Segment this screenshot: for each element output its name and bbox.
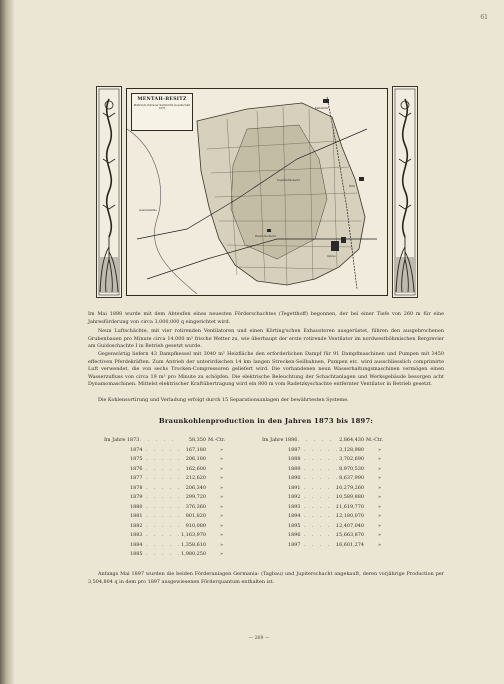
- paragraph-sorting: Die Kohlensortirung und Verladung erfolgt durch 15 Separationsanlagen der bewährtesten Systeme.: [98, 397, 349, 403]
- production-value: 206,340: [185, 484, 206, 491]
- leader-dots: . . . . .: [146, 551, 182, 557]
- leader-dots: . . . . .: [304, 513, 340, 519]
- ornament-panel-right: [392, 86, 418, 298]
- ditto-mark: »: [220, 532, 223, 538]
- production-year: 1874: [130, 446, 143, 453]
- map-label: Brüx: [349, 185, 356, 188]
- production-column-left: [104, 437, 269, 561]
- production-value: 299,720: [185, 494, 206, 500]
- production-row: [262, 504, 427, 514]
- production-year: 1892: [288, 494, 301, 500]
- production-year: 1885: [130, 551, 143, 557]
- production-year: 1884: [130, 541, 143, 548]
- production-table-title: Braunkohlenproduction in den Jahren 1873 bis 1897:: [158, 417, 374, 425]
- ditto-mark: »: [378, 484, 381, 491]
- production-value: 10,279,260: [335, 484, 364, 491]
- leader-dots: . . . . .: [304, 484, 340, 491]
- ditto-mark: »: [378, 475, 381, 481]
- production-row: [262, 456, 427, 466]
- production-year: 1888: [288, 456, 301, 462]
- production-year: 1876: [130, 465, 143, 472]
- map-figure: [96, 86, 418, 298]
- leader-dots: . . . . .: [304, 446, 340, 453]
- production-value: 1,358,610: [181, 541, 206, 548]
- production-row: [104, 494, 269, 504]
- book-page: [14, 0, 504, 684]
- leader-dots: . . . . .: [146, 532, 182, 538]
- production-value: 801,820: [185, 513, 206, 519]
- production-row: [262, 532, 427, 542]
- production-row: [104, 485, 269, 495]
- production-year: 1889: [288, 465, 301, 472]
- production-row: [262, 523, 427, 533]
- production-row: [262, 494, 427, 504]
- production-year: Im Jahre 1873: [104, 437, 140, 443]
- leader-dots: . . . . .: [304, 475, 340, 481]
- production-year: 1883: [130, 532, 143, 538]
- production-row: [104, 504, 269, 514]
- paragraph-machinery: Gegenwärtig liefern 43 Dampfkessel mit 3040 m² Heizfläche den erforderlichen Dampf für 91 Dampfmaschinen und Pumpen mit 3450 effectiven Pferdekräften. Zum Antrieb der unterirdischen 14 km langen Strecken-Seilbahnen, Pumpen etc. wird ausschliesslich comprimirte Luft verwendet, die von sechs Trocken-Compressoren geliefert wird. Die vorhandenen neun Wasserhaltungsmaschinen vermögen einen Wasserzufluss von circa 19 m³ pro Minute zu schöpfen. Die elektrische Beleuchtung der Schachtanlagen und Werksgebäude besorgen acht Dynamomaschinen. Mittelst elektrischer Kraftübertragung wird ein 800 m vom Radetzkyschachte entfernter Ventilator in Betrieb gesetzt.: [88, 351, 444, 388]
- production-year: 1877: [130, 475, 143, 481]
- production-row: [104, 456, 269, 466]
- production-year: 1896: [288, 532, 301, 538]
- production-year: 1894: [288, 513, 301, 519]
- paragraph-intro: Im Mai 1898 wurde mit dem Abteufen eines neuesten Förderschachtes (Tegetthoff) begonnen, der bei einer Tiefe von 260 m für eine Jahresförderung von circa 3,000,000 q eingerichtet wird.: [88, 311, 444, 325]
- production-row: [104, 513, 269, 523]
- leader-dots: . . . . .: [146, 475, 182, 481]
- book-gutter: [0, 0, 14, 684]
- ditto-mark: »: [378, 522, 381, 529]
- production-value: 206,180: [185, 456, 206, 462]
- production-row: [104, 466, 269, 476]
- ditto-mark: »: [220, 522, 223, 529]
- production-unit: M.-Ctr.: [208, 437, 226, 443]
- production-row: [104, 532, 269, 542]
- production-row: [262, 513, 427, 523]
- leader-dots: . . . . .: [298, 437, 334, 443]
- production-year: 1897: [288, 541, 301, 548]
- production-value: 1,980,250: [181, 551, 206, 557]
- leader-dots: . . . . .: [304, 532, 340, 538]
- production-row: [262, 542, 427, 552]
- production-year: 1895: [288, 522, 301, 529]
- production-value: 3,128,980: [339, 446, 364, 453]
- ditto-mark: »: [378, 503, 381, 510]
- leader-dots: . . . . .: [146, 484, 182, 491]
- production-row: [104, 437, 269, 447]
- production-row: [262, 485, 427, 495]
- production-value: 8,637,990: [339, 475, 364, 481]
- ditto-mark: »: [378, 513, 381, 519]
- production-year: 1891: [288, 484, 301, 491]
- production-value: 2,864,430: [339, 437, 364, 443]
- production-row: [262, 447, 427, 457]
- production-year: 1881: [130, 513, 143, 519]
- production-year: 1882: [130, 522, 143, 529]
- ditto-mark: »: [378, 465, 381, 472]
- leader-dots: . . . . .: [146, 456, 182, 462]
- map-subtitle: Mährisch-Ostrauer Karlshütte Gesellschaft 1875: [133, 104, 191, 110]
- production-value: 167,180: [185, 446, 206, 453]
- production-row: [104, 551, 269, 561]
- ditto-mark: »: [378, 532, 381, 538]
- production-value: 8,970,530: [339, 465, 364, 472]
- production-value: 11,619,770: [335, 503, 364, 510]
- mine-property-map: [126, 88, 388, 296]
- ditto-mark: »: [378, 456, 381, 462]
- ditto-mark: »: [220, 475, 223, 481]
- production-value: 10,589,880: [335, 494, 364, 500]
- production-column-right: [262, 437, 427, 551]
- production-row: [262, 437, 427, 447]
- ditto-mark: »: [220, 551, 223, 557]
- page-footer: — 269 —: [248, 636, 270, 641]
- map-label: Tegetthoffschacht: [277, 179, 300, 182]
- production-value: 1,163,970: [181, 532, 206, 538]
- production-row: [262, 475, 427, 485]
- map-label: Heinrichschacht: [255, 235, 276, 238]
- map-title: MENTAH-BESITZ: [137, 97, 187, 102]
- map-label: Karlshütte: [315, 107, 329, 110]
- ditto-mark: »: [220, 513, 223, 519]
- ditto-mark: »: [378, 494, 381, 500]
- map-label: Quarzelmühle: [139, 209, 157, 212]
- leader-dots: . . . . .: [304, 456, 340, 462]
- production-unit: M.-Ctr.: [366, 437, 384, 443]
- production-year: 1890: [288, 475, 301, 481]
- production-row: [104, 523, 269, 533]
- production-row: [262, 466, 427, 476]
- map-cartouche: [131, 93, 193, 131]
- leader-dots: . . . . .: [146, 513, 182, 519]
- production-year: 1878: [130, 484, 143, 491]
- production-row: [104, 542, 269, 552]
- production-row: [104, 447, 269, 457]
- ditto-mark: »: [220, 484, 223, 491]
- ditto-mark: »: [220, 465, 223, 472]
- leader-dots: . . . . .: [304, 503, 340, 510]
- paragraph-ventilation: Neun Luftschächte, mit vier rotirenden Ventilatoren und einen Körting'schen Exhaustoren ausgerüstet, führen den ausgebrochenen Grubenbauen pro Minute circa 14,000 m³ frische Wetter zu, wie überhaupt der erste rotirende Ventilator im nordwestböhmischen Bergrevier am Guidoschachte I in Betrieb gesetzt wurde.: [88, 328, 444, 350]
- leader-dots: . . . . .: [146, 522, 182, 529]
- production-value: 16,601,274: [335, 541, 364, 548]
- production-value: 12,407,040: [335, 522, 364, 529]
- leader-dots: . . . . .: [146, 541, 182, 548]
- ditto-mark: »: [220, 494, 223, 500]
- production-value: 376,360: [185, 503, 206, 510]
- leader-dots: . . . . .: [146, 446, 182, 453]
- leader-dots: . . . . .: [304, 541, 340, 548]
- leader-dots: . . . . .: [146, 465, 182, 472]
- production-year: 1887: [288, 446, 301, 453]
- production-value: 12,180,070: [335, 513, 364, 519]
- leader-dots: . . . . .: [304, 465, 340, 472]
- production-year: Im Jahre 1886: [262, 437, 298, 443]
- paragraph-closing: Anfangs Mai 1897 wurden die beiden Förderanlagen Germania- (Tagbau) und Jupiterschacht angekauft, deren vorjährige Production per 3,504,804 q in dem pro 1897 ausgewiesenen Förderquantum enthalten ist.: [88, 571, 444, 585]
- ditto-mark: »: [378, 541, 381, 548]
- leader-dots: . . . . .: [146, 503, 182, 510]
- leader-dots: . . . . .: [304, 522, 340, 529]
- ditto-mark: »: [220, 541, 223, 548]
- production-value: 58,350: [188, 437, 206, 443]
- leader-dots: . . . . .: [304, 494, 340, 500]
- ditto-mark: »: [220, 456, 223, 462]
- page-number: 61: [480, 14, 488, 21]
- production-value: 212,620: [185, 475, 206, 481]
- ditto-mark: »: [220, 446, 223, 453]
- production-year: 1875: [130, 456, 143, 462]
- production-value: 15,663,870: [335, 532, 364, 538]
- production-value: 910,080: [185, 522, 206, 529]
- leader-dots: . . . . .: [140, 437, 176, 443]
- ditto-mark: »: [378, 446, 381, 453]
- production-year: 1879: [130, 494, 143, 500]
- production-year: 1880: [130, 503, 143, 510]
- leader-dots: . . . . .: [146, 494, 182, 500]
- production-row: [104, 475, 269, 485]
- production-value: 3,702,690: [339, 456, 364, 462]
- ditto-mark: »: [220, 503, 223, 510]
- production-year: 1893: [288, 503, 301, 510]
- ornament-panel-left: [96, 86, 122, 298]
- production-value: 162,600: [185, 465, 206, 472]
- map-label: Ostrau: [327, 255, 336, 258]
